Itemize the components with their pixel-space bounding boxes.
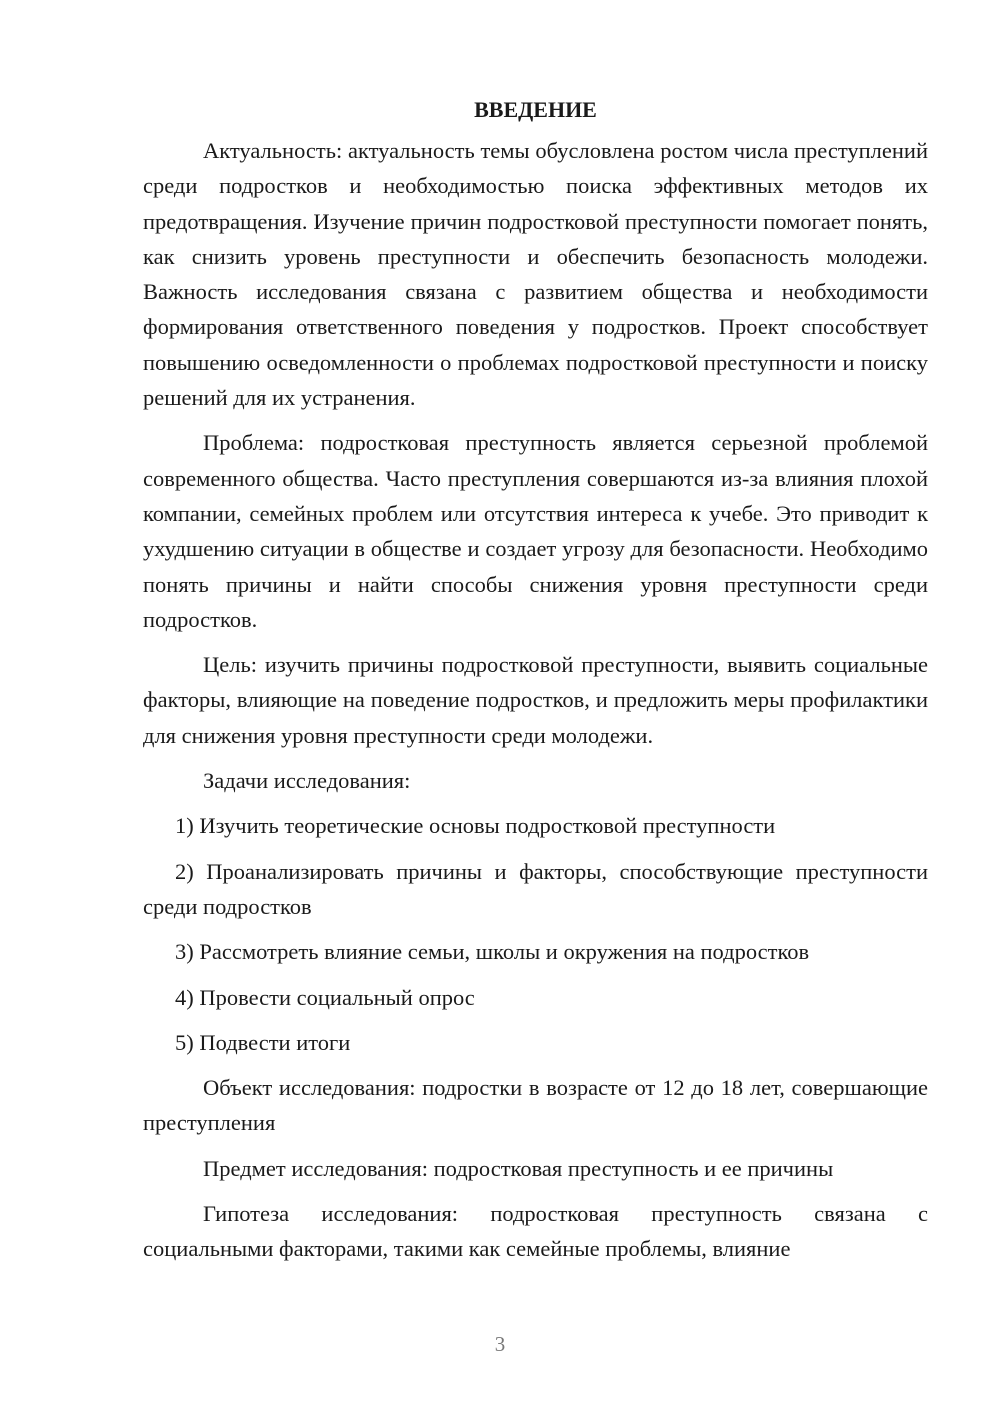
task-item-4: 4) Провести социальный опрос: [175, 984, 475, 1010]
page-number: 3: [494, 1332, 506, 1356]
goal-paragraph: Цель: изучить причины подростковой преступности, выявить социальные факторы, влияющие на поведение подростков, и предложить меры профилактики для снижения уровня преступности среди молодежи.: [143, 652, 928, 748]
tasks-heading: Задачи исследования:: [203, 768, 411, 794]
task-item-1: 1) Изучить теоретические основы подростковой преступности: [175, 813, 776, 839]
page-content: [143, 92, 928, 1277]
hypothesis-paragraph: Гипотеза исследования: подростковая преступность связана с социальными факторами, такими как семейные проблемы, влияние: [143, 1201, 928, 1262]
problem-paragraph: Проблема: подростковая преступность является серьезной проблемой современного общества. Часто преступления совершаются из-за влияния плохой компании, семейных проблем или отсутствия интереса к учебе. Это приводит к ухудшению ситуации в обществе и создает угрозу для безопасности. Необходимо понять причины и найти способы снижения уровня преступности среди подростков.: [143, 430, 928, 632]
object-paragraph: Объект исследования: подростки в возрасте от 12 до 18 лет, совершающие преступления: [143, 1075, 928, 1136]
subject-paragraph: Предмет исследования: подростковая преступность и ее причины: [203, 1155, 834, 1181]
task-item-5: 5) Подвести итоги: [175, 1029, 351, 1055]
section-title: ВВЕДЕНИЕ: [474, 97, 597, 122]
task-item-3: 3) Рассмотреть влияние семьи, школы и окружения на подростков: [175, 939, 810, 965]
relevance-paragraph: Актуальность: актуальность темы обусловлена ростом числа преступлений среди подростков и необходимостью поиска эффективных методов их предотвращения. Изучение причин подростковой преступности помогает понять, как снизить уровень преступности и обеспечить безопасность молодежи. Важность исследования связана с развитием общества и необходимости формирования ответственного поведения у подростков. Проект способствует повышению осведомленности о проблемах подростковой преступности и поиску решений для их устранения.: [143, 138, 928, 411]
task-item-2: 2) Проанализировать причины и факторы, способствующие преступности среди подростков: [143, 858, 928, 919]
